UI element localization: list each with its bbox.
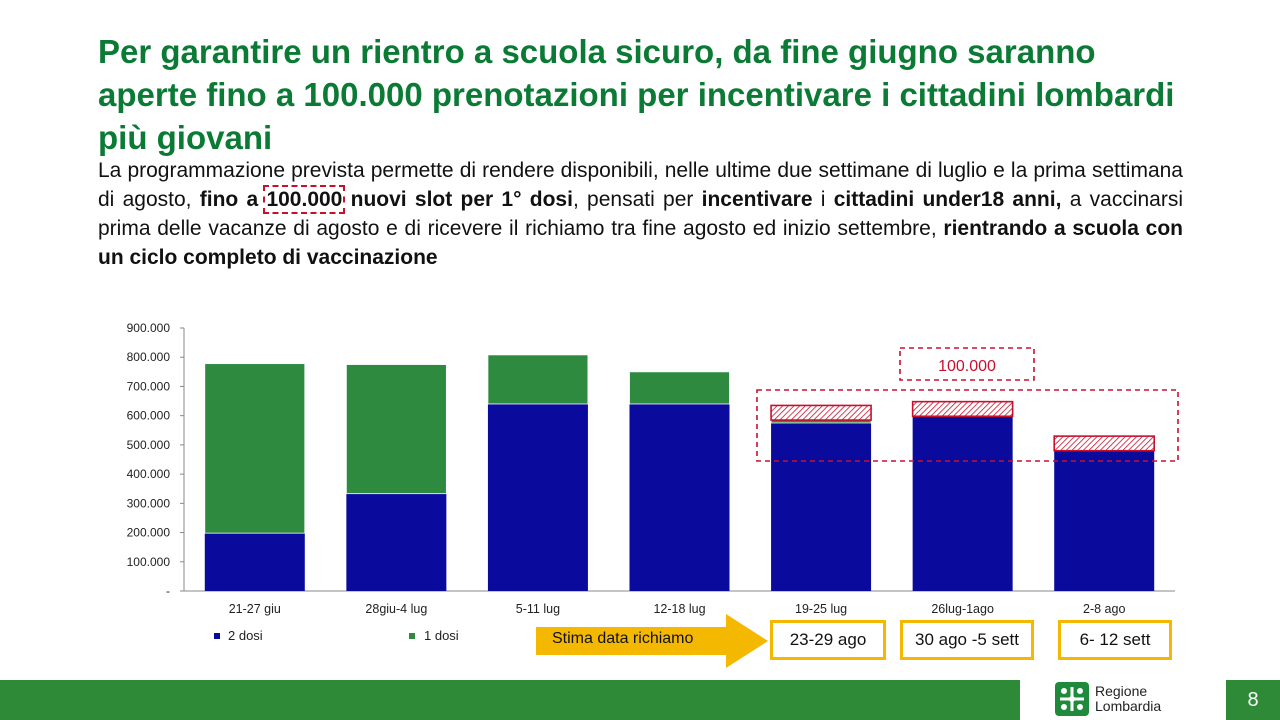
legend	[214, 628, 459, 643]
x-tick-label: 28giu-4 lug	[365, 602, 428, 616]
y-tick-label: 400.000	[126, 467, 170, 482]
y-tick-label: 600.000	[126, 408, 170, 423]
bar-segment	[205, 533, 305, 591]
body-bold-4: cittadini under18 anni,	[833, 188, 1062, 211]
estimate-box-1: 23-29 ago	[770, 620, 886, 660]
y-tick-label: 800.000	[126, 350, 170, 365]
y-tick-label: 500.000	[126, 437, 170, 452]
y-tick-label: 200.000	[126, 525, 170, 540]
bar-segment	[346, 365, 446, 494]
y-tick-label: -	[166, 584, 170, 598]
bar-segment	[630, 404, 730, 591]
legend-label-2-dosi: 2 dosi	[228, 628, 263, 643]
body-text-4: a vaccinarsi prima delle vacanze di agosto e di ricevere il richiamo tra fine agosto ed inizio settembre,	[98, 188, 1183, 240]
logo-line-2: Lombardia	[1095, 698, 1162, 714]
body-bold-3: incentivare	[701, 188, 813, 211]
body-bold-2: nuovi slot per 1° dosi	[342, 188, 573, 211]
bar-segment	[346, 494, 446, 591]
estimate-box-2: 30 ago -5 sett	[900, 620, 1034, 660]
estimate-label: Stima data richiamo	[552, 630, 694, 647]
y-tick-label: 900.000	[126, 321, 170, 335]
legend-swatch-1-dosi	[409, 633, 415, 639]
x-tick-label: 2-8 ago	[1083, 602, 1126, 616]
bar-segment	[771, 423, 871, 591]
logo-line-1: Regione	[1095, 683, 1148, 699]
estimate-box-3: 6- 12 sett	[1058, 620, 1172, 660]
bar-segment	[1054, 436, 1154, 451]
y-tick-label: 700.000	[126, 379, 170, 394]
bar-segment	[488, 355, 588, 404]
bar-segment	[488, 404, 588, 591]
highlight-100000: 100.000	[266, 188, 343, 211]
y-tick-label: 100.000	[126, 554, 170, 569]
body-bold-5: rientrando a scuola con un ciclo completo di vaccinazione	[98, 217, 1183, 269]
bar-segment	[913, 402, 1013, 417]
body-bold-1: fino a	[199, 188, 267, 211]
bar-segment	[630, 372, 730, 404]
footer-bar	[0, 680, 1020, 720]
rose-camuna-icon	[1055, 682, 1089, 716]
bar-segment	[913, 416, 1013, 591]
x-tick-label: 19-25 lug	[795, 602, 848, 616]
region-logo	[1055, 682, 1215, 718]
x-tick-label: 26lug-1ago	[931, 602, 994, 616]
bar-segment	[205, 364, 305, 533]
body-text-1: La programmazione prevista permette di rendere disponibili, nelle ultime due settimane di luglio e la prima settimana di agosto,	[98, 159, 1183, 211]
bar-segment	[1054, 451, 1154, 591]
bar-segment	[771, 405, 871, 420]
legend-swatch-2-dosi	[214, 633, 220, 639]
page-title: Per garantire un rientro a scuola sicuro, da fine giugno saranno aperte fino a 100.000 prenotazioni per incentivare i cittadini lombardi più giovani	[98, 33, 1175, 156]
x-tick-label: 5-11 lug	[515, 602, 561, 616]
x-tick-label: 21-27 giu	[228, 602, 281, 616]
body-text-2: , pensati per	[572, 188, 702, 211]
y-tick-label: 300.000	[126, 496, 170, 511]
legend-label-1-dosi: 1 dosi	[424, 628, 459, 643]
annotation-label: 100.000	[938, 358, 996, 375]
page-number: 8	[1226, 680, 1280, 720]
body-text-3: i	[812, 188, 834, 211]
x-tick-label: 12-18 lug	[653, 602, 706, 616]
